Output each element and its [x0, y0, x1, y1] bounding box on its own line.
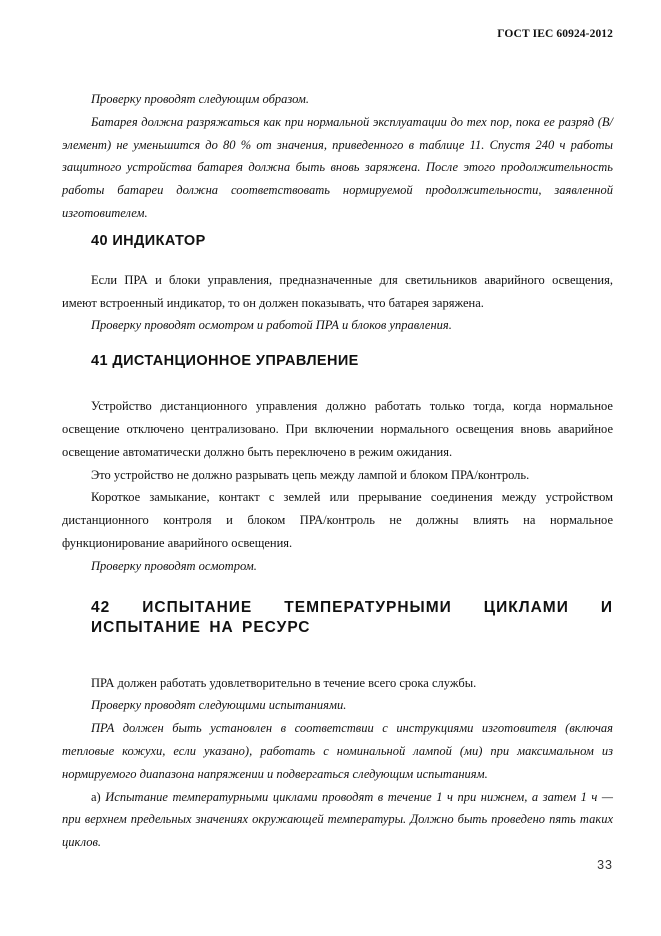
section-40-paragraph: Если ПРА и блоки управления, предназначенные для светильников аварийного освещения, имеют встроенный индикатор, то он должен показывать, что батарея заряжена.: [62, 272, 613, 310]
section-40-check-method: Проверку проводят осмотром и работой ПРА и блоков управления.: [91, 318, 452, 333]
list-item-a-label: а): [91, 789, 101, 804]
section-42-installation-paragraph: ПРА должен быть установлен в соответствии с инструкциями изготовителя (включая тепловые кожухи, если указано), работать с номинальной лампой (ми) при максимальном из нормируемого диапазона напряжении и подвергаться следующим испытаниям.: [62, 721, 613, 781]
section-41-paragraph-3: Короткое замыкание, контакт с землей или прерывание соединения между устройством дистанционного контроля и блоком ПРА/контроль не должны влиять на нормальное функционирование аварийного освещения.: [62, 490, 613, 550]
intro-check-method: Проверку проводят следующим образом.: [91, 92, 309, 106]
intro-battery-paragraph: Батарея должна разряжаться как при нормальной эксплуатации до тех пор, пока ее разряд (В/элемент) не уменьшится до 80 % от значения, приведенного в таблице 11. Спустя 240 ч работы защитного устройства батарея должна быть вновь заряжена. После этого продолжительность работы батареи должна соответствовать нормируемой продолжительности, заявленной изготовителем.: [62, 114, 613, 220]
page-number: 33: [597, 858, 613, 872]
section-41-paragraph-2: Это устройство не должно разрывать цепь между лампой и блоком ПРА/контроль.: [91, 467, 530, 482]
section-40-heading: 40 ИНДИКАТОР: [91, 232, 206, 249]
page-content: [62, 88, 613, 854]
section-41-heading: 41 ДИСТАНЦИОННОЕ УПРАВЛЕНИЕ: [91, 353, 359, 370]
section-42-check-method: Проверку проводят следующими испытаниями.: [91, 698, 347, 713]
standard-code-header: ГОСТ IEC 60924-2012: [497, 28, 613, 40]
section-42-list-item-a: [62, 786, 613, 854]
section-42-paragraph-1: ПРА должен работать удовлетворительно в течение всего срока службы.: [91, 675, 477, 690]
section-41-paragraph-1: Устройство дистанционного управления должно работать только тогда, когда нормальное освещение отключено централизовано. При включении нормального освещения вновь аварийное освещение автоматически должно быть переключено в режим ожидания.: [62, 399, 613, 459]
list-item-a-text: Испытание температурными циклами проводят в течение 1 ч при нижнем, а затем 1 ч — при верхнем предельных значениях окружающей температуры. Должно быть проведено пять таких циклов.: [62, 789, 613, 850]
section-42-heading: 42 ИСПЫТАНИЕ ТЕМПЕРАТУРНЫМИ ЦИКЛАМИ И ИСПЫТАНИЕ НА РЕСУРС: [91, 598, 613, 636]
section-41-check-method: Проверку проводят осмотром.: [91, 558, 257, 573]
